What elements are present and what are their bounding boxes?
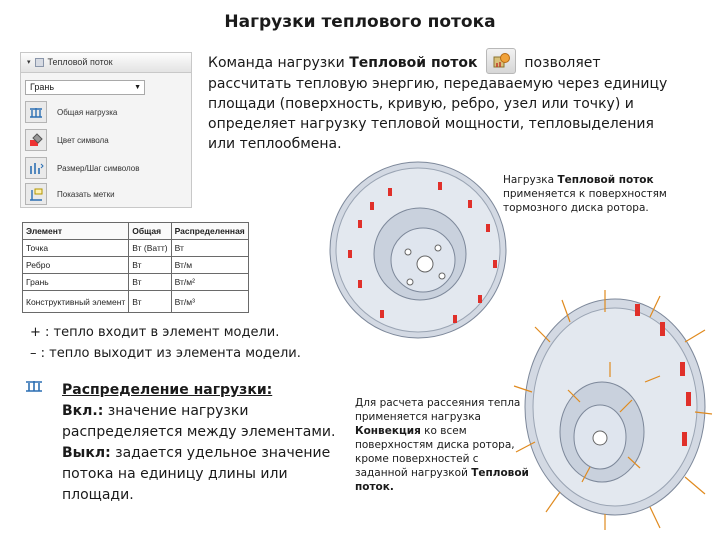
sign-minus: – : тепло выходит из элемента модели. [30,346,301,361]
panel-item-symbol-color[interactable] [25,129,109,151]
table-header: Элемент [23,223,129,240]
page-title: Нагрузки теплового потока [224,12,496,32]
table-cell: Вт/м² [171,274,248,291]
table-row [23,240,249,257]
table-cell: Грань [23,274,129,291]
intro-command-name: Тепловой поток [349,55,478,71]
show-labels-icon[interactable] [25,183,47,205]
caption-part: Для расчета рассеяния тепла применяется нагрузка [355,397,521,423]
symbol-size-icon[interactable] [25,157,47,179]
distribution-description [62,380,342,506]
table-cell: Вт/м³ [171,291,248,313]
intro-part1: Команда нагрузки [208,55,350,71]
sign-legend [30,322,301,364]
table-cell: Ребро [23,257,129,274]
panel-type-icon [35,58,44,67]
panel-item-total-load[interactable] [25,101,117,123]
panel-item-label: Размер/Шаг символов [57,163,140,173]
table-row [23,291,249,313]
table-cell: Вт [171,240,248,257]
intro-part2: позволяет рассчитать тепловую энергию, передаваемую через единицу площади (поверхность, кривую, ребро, узел или точку) и определяет нагрузку тепловой мощности, тепловыделения или теплообмена. [208,55,668,152]
off-text: задается удельное значение потока на единицу длины или площади. [62,445,331,503]
collapse-icon[interactable]: ▾ [27,59,31,66]
heat-flow-command-icon[interactable] [486,48,516,74]
distribution-off [62,443,342,506]
table-row [23,274,249,291]
brake-disc-heat-flow-image [328,160,508,340]
distribution-header: Распределение нагрузки: [62,382,273,398]
caption-bold: Тепловой поток [557,174,654,186]
dropdown-value: Грань [30,82,55,92]
table-header: Общая [129,223,171,240]
distribute-load-icon [24,376,44,394]
caption-bold: Конвекция [355,425,421,437]
chevron-down-icon: ▼ [134,84,141,91]
panel-item-label: Цвет символа [57,135,109,145]
heat-flow-caption [503,173,708,215]
caption-bold: Тепловой поток. [355,467,529,493]
on-text: значение нагрузки распределяется между элементами. [62,403,336,440]
panel-header-label: Тепловой поток [47,57,113,67]
table-row [23,257,249,274]
off-label: Выкл: [62,445,111,461]
on-label: Вкл.: [62,403,104,419]
panel-header[interactable] [21,53,191,73]
heat-flow-property-panel [20,52,192,208]
table-cell: Точка [23,240,129,257]
table-cell: Вт [129,257,171,274]
caption-part: применяется к поверхностям тормозного диска ротора. [503,188,667,214]
table-header: Распределенная [171,223,248,240]
brake-disc-convection-image [510,282,715,532]
table-cell: Вт [129,291,171,313]
table-cell: Конструктивный элемент [23,291,129,313]
table-cell: Вт/м [171,257,248,274]
panel-item-label: Показать метки [57,189,115,199]
table-cell: Вт (Ватт) [129,240,171,257]
units-table [22,222,249,313]
distribute-load-icon[interactable] [25,101,47,123]
panel-item-label: Общая нагрузка [57,107,118,117]
intro-paragraph [208,48,678,154]
caption-part: Нагрузка [503,174,558,186]
panel-item-symbol-size[interactable] [25,157,140,179]
sign-plus: + : тепло входит в элемент модели. [30,325,280,340]
convection-caption [355,396,533,494]
panel-item-show-labels[interactable] [25,183,115,205]
caption-part: ко всем поверхностям диска ротора, кроме поверхностей с заданной нагрузкой [355,425,515,479]
symbol-color-icon[interactable] [25,129,47,151]
table-header-row [23,223,249,240]
table-cell: Вт [129,274,171,291]
distribution-on [62,401,342,443]
element-type-dropdown[interactable] [25,80,145,95]
